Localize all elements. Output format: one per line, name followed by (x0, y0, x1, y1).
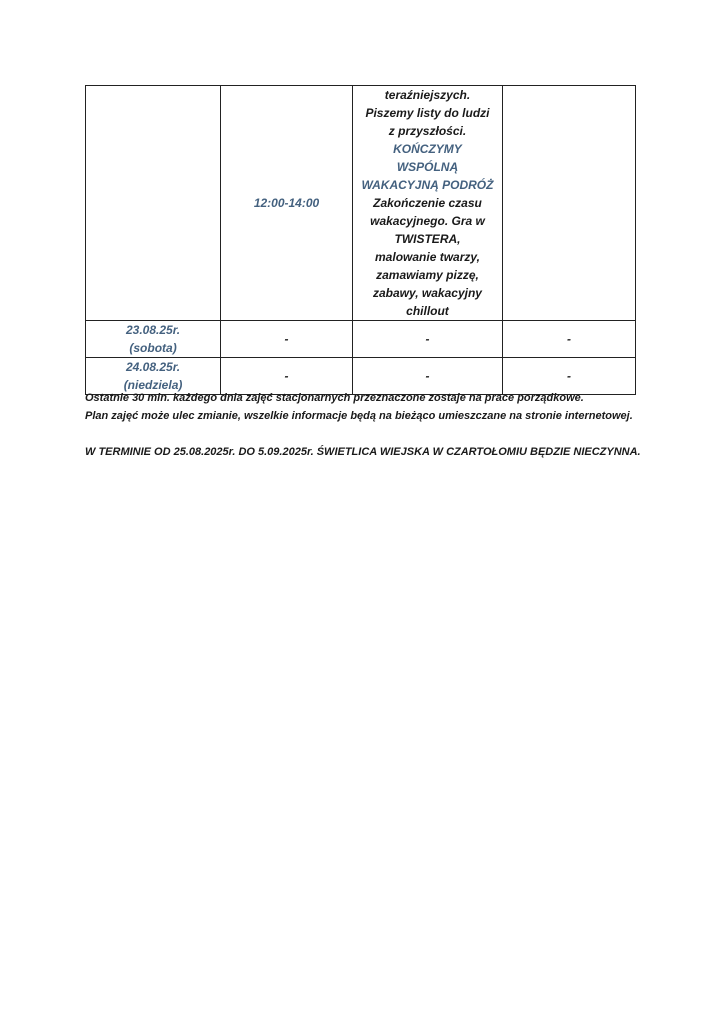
activity-line: zabawy, wakacyjny (373, 286, 482, 300)
empty-cell (503, 86, 636, 321)
schedule-table (85, 85, 636, 395)
empty-dash-cell: - (221, 321, 353, 358)
table-row (86, 321, 636, 358)
date-text: 24.08.25r. (126, 360, 181, 374)
empty-dash-cell: - (352, 358, 502, 395)
activity-line: teraźniejszych. (384, 88, 471, 102)
empty-dash-cell: - (352, 321, 502, 358)
note-cleanup: Ostatnie 30 min. każdego dnia zajęć stacjonarnych przeznaczone zostaje na prace porządkowe. (85, 392, 584, 404)
day-text: (sobota) (129, 341, 177, 355)
date-cell (86, 321, 221, 358)
date-cell (86, 86, 221, 321)
activity-line: Zakończenie czasu (373, 196, 482, 210)
activity-line: chillout (406, 304, 449, 318)
activity-line: malowanie twarzy, (375, 250, 480, 264)
activity-line: WSPÓLNĄ (396, 160, 459, 174)
activity-line: KOŃCZYMY (393, 142, 462, 156)
table-row (86, 86, 636, 321)
empty-dash-cell: - (503, 358, 636, 395)
activity-line: z przyszłości. (388, 124, 467, 138)
activity-line: Piszemy listy do ludzi (365, 106, 490, 120)
activity-cell (352, 86, 502, 321)
activity-line: zamawiamy pizzę, (376, 268, 479, 282)
activity-line: wakacyjnego. Gra w (370, 214, 485, 228)
empty-dash-cell: - (221, 358, 353, 395)
activity-line: WAKACYJNĄ PODRÓŻ (361, 178, 494, 192)
time-cell: 12:00-14:00 (221, 86, 353, 321)
date-text: 23.08.25r. (126, 323, 181, 337)
activity-line: TWISTERA, (394, 232, 461, 246)
note-plan-change: Plan zajęć może ulec zmianie, wszelkie informacje będą na bieżąco umieszczane na stronie internetowej. (85, 410, 633, 422)
closure-text: W TERMINIE OD 25.08.2025r. DO 5.09.2025r. ŚWIETLICA WIEJSKA W CZARTOŁOMIU BĘDZIE NIECZYNNA. (85, 446, 641, 458)
closure-notice (85, 443, 645, 461)
empty-dash-cell: - (503, 321, 636, 358)
day-text: (niedziela) (123, 378, 183, 392)
